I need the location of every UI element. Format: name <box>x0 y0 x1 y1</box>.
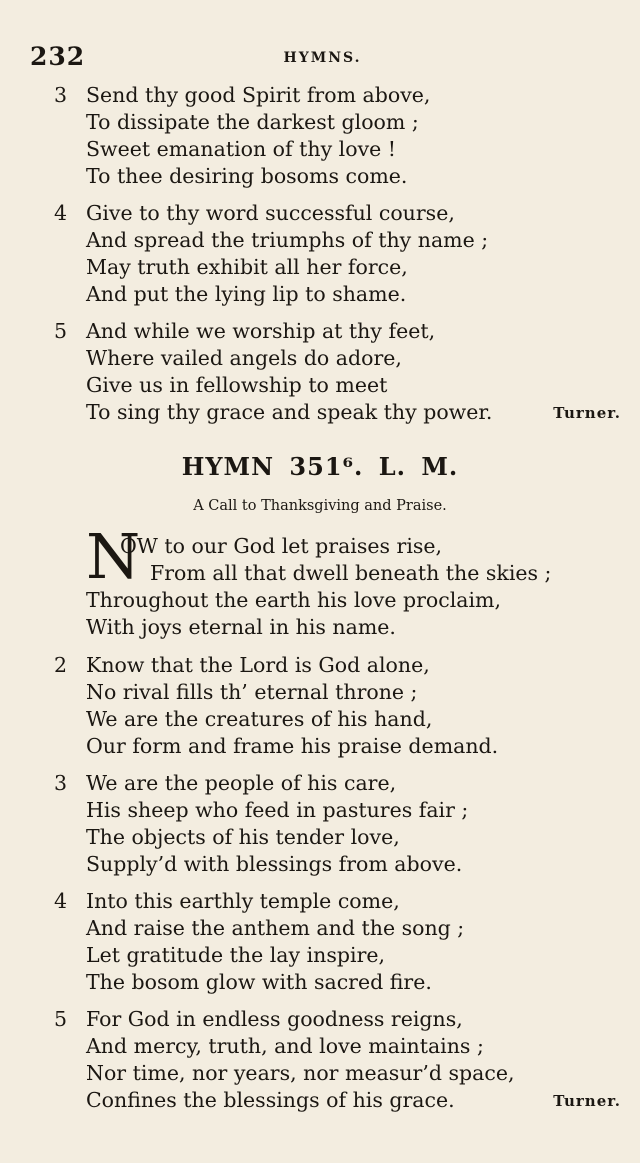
verse-line: May truth exhibit all her force, <box>86 255 408 279</box>
page-header <box>30 42 615 76</box>
page-number: 232 <box>30 42 86 71</box>
verse-line: Where vailed angels do adore, <box>86 346 402 370</box>
verse-line: And mercy, truth, and love maintains ; <box>86 1034 484 1058</box>
drop-cap: N <box>86 520 141 593</box>
verse-line: We are the people of his care, <box>86 771 397 795</box>
verse-line: Into this earthly temple come, <box>86 889 400 913</box>
author-attribution: Turner. <box>553 404 621 422</box>
verse-line: To dissipate the darkest gloom ; <box>86 110 419 134</box>
stanza-number: 5 <box>54 1007 68 1031</box>
verse-line: Throughout the earth his love proclaim, <box>86 588 502 612</box>
verse-line: For God in endless goodness reigns, <box>86 1007 463 1031</box>
stanza-number: 4 <box>54 889 68 913</box>
stanza-number: 4 <box>54 201 68 225</box>
verse-line: Our form and frame his praise demand. <box>86 734 499 758</box>
verse-line: With joys eternal in his name. <box>86 615 396 639</box>
verse-line: Nor time, nor years, nor measur’d space, <box>86 1061 515 1085</box>
verse-line: From all that dwell beneath the skies ; <box>150 561 552 585</box>
stanza-number: 3 <box>54 83 68 107</box>
verse-line: To sing thy grace and speak thy power. Turner. <box>56 399 621 426</box>
verse-line: And while we worship at thy feet, <box>86 319 436 343</box>
verse-line: And put the lying lip to shame. <box>86 282 407 306</box>
verse-line: His sheep who feed in pastures fair ; <box>86 798 469 822</box>
stanza-number: 5 <box>54 319 68 343</box>
verse-line: Know that the Lord is God alone, <box>86 653 430 677</box>
author-attribution: Turner. <box>553 1092 621 1110</box>
stanza-1 <box>86 533 626 641</box>
prev-stanza-4 <box>56 200 621 308</box>
verse-line: We are the creatures of his hand, <box>86 707 433 731</box>
verse-line: And raise the anthem and the song ; <box>86 916 465 940</box>
stanza-2 <box>56 652 621 760</box>
stanza-5 <box>56 1006 621 1114</box>
verse-line: OW to our God let praises rise, <box>120 534 443 558</box>
hymn-subtitle: A Call to Thanksgiving and Praise. <box>193 498 447 514</box>
verse-line: Send thy good Spirit from above, <box>86 83 431 107</box>
hymn-title: HYMN 351⁶. L. M. <box>181 452 459 481</box>
verse-line: To thee desiring bosoms come. <box>86 164 408 188</box>
stanza-4 <box>56 888 621 996</box>
verse-line: Give to thy word successful course, <box>86 201 455 225</box>
prev-stanza-5 <box>56 318 621 426</box>
verse-line: The objects of his tender love, <box>86 825 400 849</box>
stanza-number: 3 <box>54 771 68 795</box>
verse-line: Confines the blessings of his grace. Turner. <box>56 1087 621 1114</box>
verse-line: Sweet emanation of thy love ! <box>86 137 397 161</box>
prev-stanza-3 <box>56 82 621 190</box>
verse-line: And spread the triumphs of thy name ; <box>86 228 489 252</box>
verse-line: The bosom glow with sacred fire. <box>86 970 432 994</box>
verse-line: Give us in fellowship to meet <box>86 373 388 397</box>
verse-line: Let gratitude the lay inspire, <box>86 943 386 967</box>
running-head: HYMNS. <box>283 50 362 66</box>
verse-line: No rival fills th’ eternal throne ; <box>86 680 418 704</box>
verse-line: Supply’d with blessings from above. <box>86 852 463 876</box>
stanza-number: 2 <box>54 653 68 677</box>
stanza-3 <box>56 770 621 878</box>
